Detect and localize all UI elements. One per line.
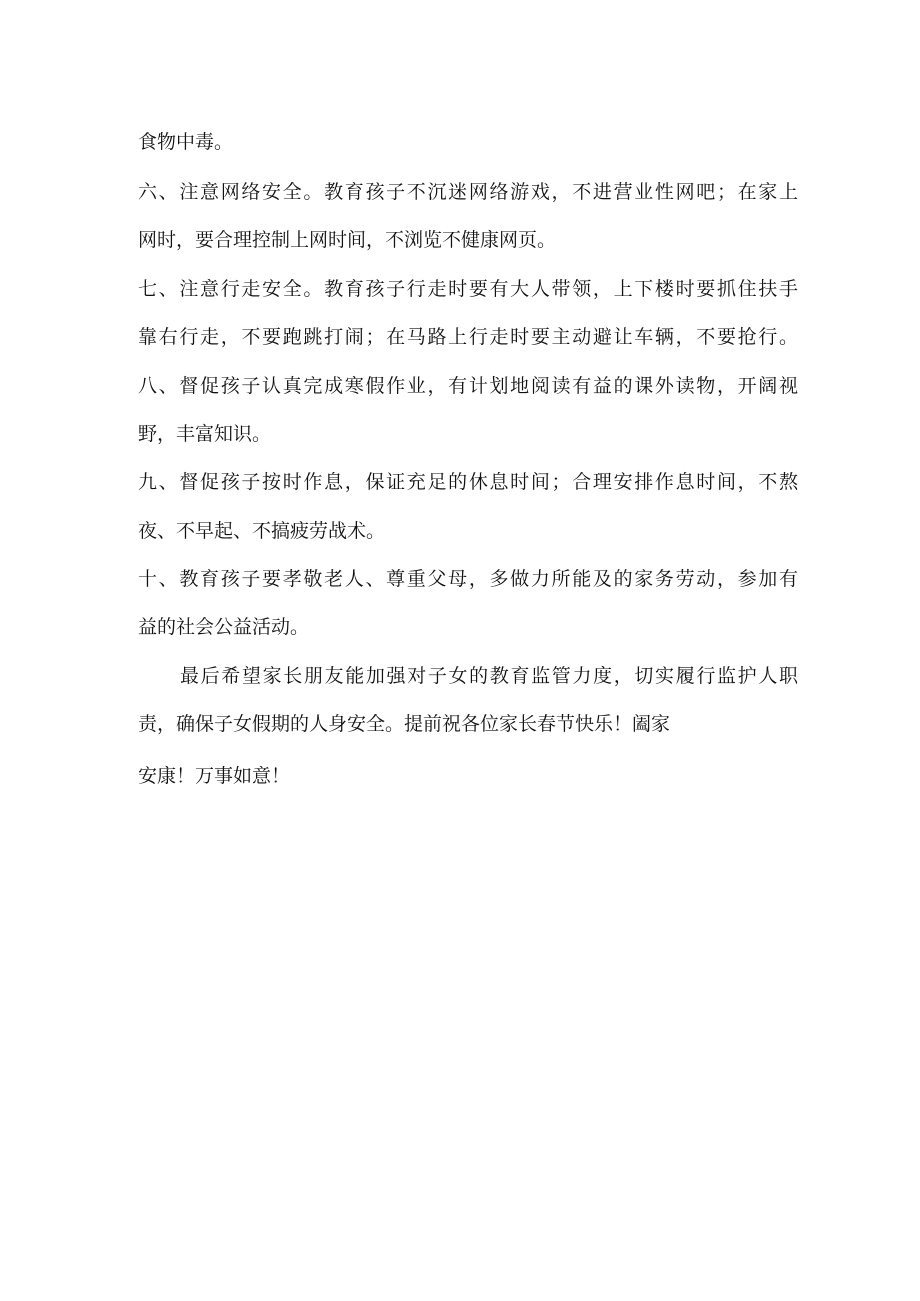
text-line-13: 责，确保子女假期的人身安全。提前祝各位家长春节快乐！阖家 (138, 713, 671, 735)
text-line-6: 八、督促孩子认真完成寒假作业，有计划地阅读有益的课外读物，开阔视 (138, 375, 798, 397)
text-line-8: 九、督促孩子按时作息，保证充足的休息时间；合理安排作息时间，不熬 (138, 471, 798, 493)
text-line-2: 六、注意网络安全。教育孩子不沉迷网络游戏，不进营业性网吧；在家上 (138, 181, 798, 203)
text-line-12: 最后希望家长朋友能加强对子女的教育监管力度，切实履行监护人职 (180, 665, 798, 687)
text-line-5: 靠右行走，不要跑跳打闹；在马路上行走时要主动避让车辆，不要抢行。 (138, 326, 798, 348)
text-line-7: 野，丰富知识。 (138, 423, 272, 445)
text-line-1: 食物中毒。 (138, 131, 234, 153)
text-line-9: 夜、不早起、不搞疲劳战术。 (138, 520, 386, 542)
text-line-14: 安康！万事如意！ (138, 765, 291, 787)
text-line-10: 十、教育孩子要孝敬老人、尊重父母，多做力所能及的家务劳动，参加有 (138, 568, 798, 590)
text-line-3: 网时，要合理控制上网时间，不浏览不健康网页。 (138, 229, 557, 251)
text-line-4: 七、注意行走安全。教育孩子行走时要有大人带领，上下楼时要抓住扶手 (138, 278, 798, 300)
text-line-11: 益的社会公益活动。 (138, 616, 310, 638)
